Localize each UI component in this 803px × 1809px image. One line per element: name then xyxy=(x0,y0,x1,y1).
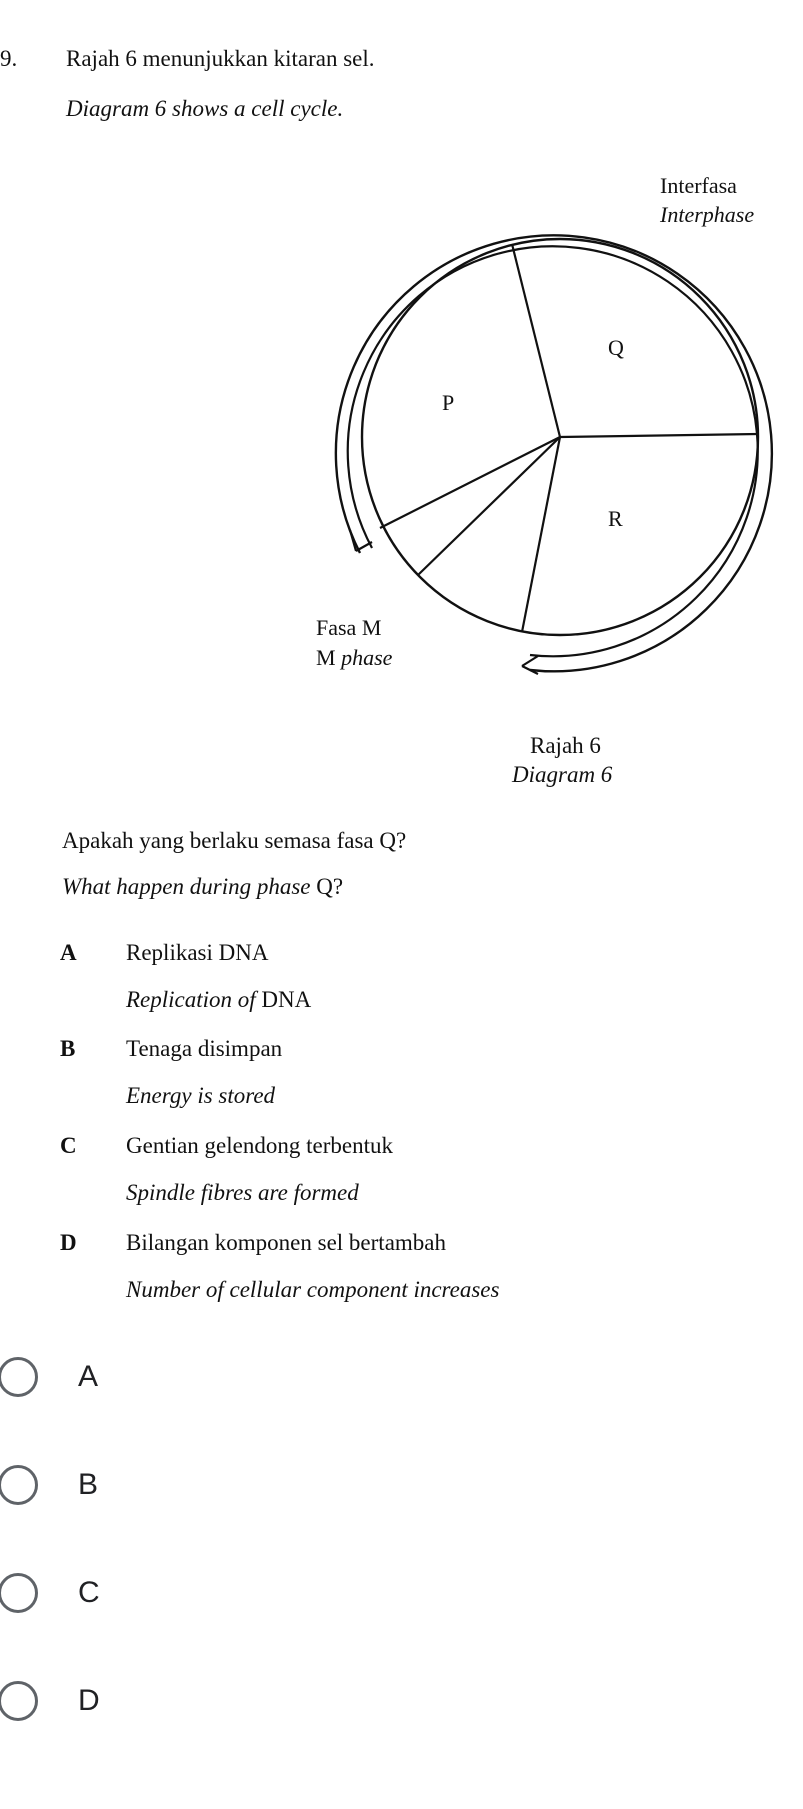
choice-a[interactable] xyxy=(0,1347,400,1407)
divider-q-r xyxy=(560,434,758,437)
choice-d[interactable] xyxy=(0,1671,400,1731)
option-d-malay: Bilangan komponen sel bertambah xyxy=(126,1230,447,1255)
diagram-caption-english: Diagram 6 xyxy=(512,762,613,787)
label-fasa-m: Fasa M xyxy=(316,615,382,640)
divider-r-m xyxy=(522,437,560,632)
cycle-outer-arc xyxy=(336,235,772,671)
option-c-letter: C xyxy=(60,1133,77,1158)
label-phase-r: R xyxy=(608,506,623,531)
option-a-malay: Replikasi DNA xyxy=(126,940,269,965)
choice-c-label[interactable]: C xyxy=(78,1576,100,1609)
choice-b[interactable] xyxy=(0,1455,400,1515)
ask-malay: Apakah yang berlaku semasa fasa Q? xyxy=(62,828,407,853)
divider-m-1 xyxy=(418,437,560,575)
choice-b-label[interactable]: B xyxy=(78,1468,99,1501)
cell-cycle-diagram xyxy=(0,0,803,820)
radio-d[interactable] xyxy=(0,1681,38,1721)
choice-a-label[interactable]: A xyxy=(78,1360,99,1393)
option-d-english: Number of cellular component increases xyxy=(126,1277,500,1302)
option-b-letter: B xyxy=(60,1036,76,1061)
ask-english: What happen during phase Q? xyxy=(62,874,344,899)
option-a-english: Replication of DNA xyxy=(126,987,312,1012)
label-interphase: Interphase xyxy=(660,202,755,227)
diagram-caption-malay: Rajah 6 xyxy=(530,733,601,758)
question-number: 9. xyxy=(0,46,18,71)
option-c-malay: Gentian gelendong terbentuk xyxy=(126,1133,393,1158)
option-a-letter: A xyxy=(60,940,77,965)
label-m-phase: M phase xyxy=(316,645,393,670)
question-stem-english: Diagram 6 shows a cell cycle. xyxy=(66,96,344,121)
option-b-english: Energy is stored xyxy=(126,1083,276,1108)
label-phase-q: Q xyxy=(608,335,624,360)
option-d-letter: D xyxy=(60,1230,77,1255)
divider-p-q xyxy=(512,244,560,437)
choice-d-label[interactable]: D xyxy=(78,1684,100,1717)
radio-a[interactable] xyxy=(0,1357,38,1397)
radio-c[interactable] xyxy=(0,1573,38,1613)
label-interfasa: Interfasa xyxy=(660,173,737,198)
choice-c[interactable] xyxy=(0,1563,400,1623)
label-phase-p: P xyxy=(442,390,455,415)
radio-b[interactable] xyxy=(0,1465,38,1505)
option-c-english: Spindle fibres are formed xyxy=(126,1180,359,1205)
question-stem-malay: Rajah 6 menunjukkan kitaran sel. xyxy=(66,46,375,71)
option-b-malay: Tenaga disimpan xyxy=(126,1036,283,1061)
divider-m-2 xyxy=(380,437,560,528)
